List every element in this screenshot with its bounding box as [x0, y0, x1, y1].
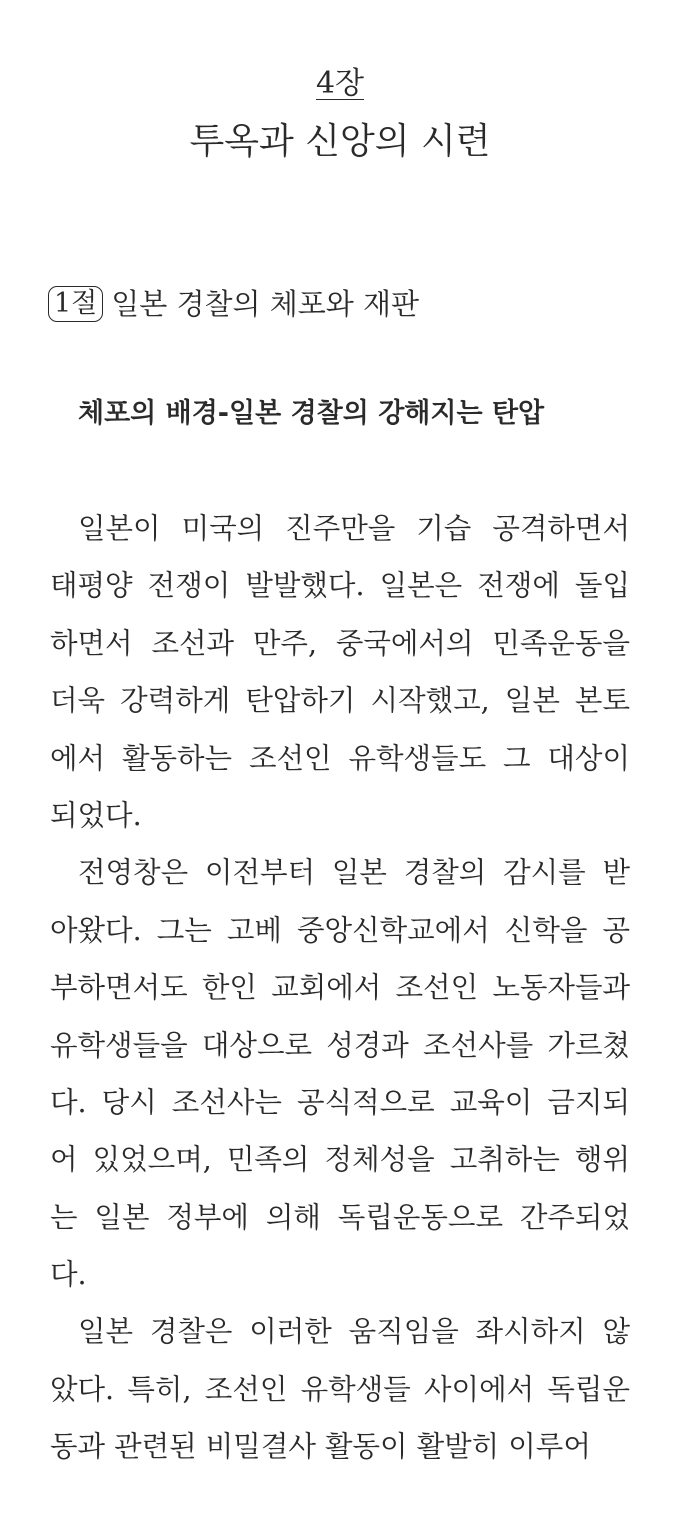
paragraph-line: 다. 당시 조선사는 공식적으로 교육이 금지되	[50, 1085, 630, 1119]
paragraph-line: 일본이 미국의 진주만을 기습 공격하면서	[78, 512, 630, 545]
paragraph-line: 는 일본 정부에 의해 독립운동으로 간주되었	[50, 1200, 630, 1234]
chapter-title: 투옥과 신앙의 시련	[189, 121, 491, 162]
paragraph-line: 았다. 특히, 조선인 유학생들 사이에서 독립운	[50, 1372, 630, 1406]
section-number-badge: 1절	[48, 286, 103, 322]
paragraph-line: 에서 활동하는 조선인 유학생들도 그 대상이	[50, 741, 630, 775]
paragraph-line: 어 있었으며, 민족의 정체성을 고취하는 행위	[50, 1143, 630, 1177]
paragraph-line: 하면서 조선과 만주, 중국에서의 민족운동을	[50, 626, 630, 660]
chapter-number-text: 4장	[315, 66, 365, 101]
paragraph-line: 다.	[50, 1258, 87, 1292]
section-title: 일본 경찰의 체포와 재판	[111, 287, 420, 321]
body-text	[50, 500, 630, 1476]
paragraph-line: 일본 경찰은 이러한 움직임을 좌시하지 않	[78, 1315, 630, 1349]
paragraph-line: 되었다.	[50, 798, 142, 832]
chapter-number	[0, 62, 680, 106]
paragraph-line: 전영창은 이전부터 일본 경찰의 감시를 받	[78, 856, 630, 890]
paragraph-line: 더욱 강력하게 탄압하기 시작했고, 일본 본토	[50, 684, 630, 718]
paragraph-line: 유학생들을 대상으로 성경과 조선사를 가르쳤	[50, 1028, 630, 1062]
paragraph-line: 부하면서도 한인 교회에서 조선인 노동자들과	[50, 971, 630, 1005]
subheading: 체포의 배경-일본 경찰의 강해지는 탄압	[78, 398, 545, 429]
paragraph-line: 동과 관련된 비밀결사 활동이 활발히 이루어	[50, 1430, 591, 1464]
section-heading	[48, 282, 419, 326]
paragraph-line: 아왔다. 그는 고베 중앙신학교에서 신학을 공	[50, 913, 630, 947]
paragraph-line: 태평양 전쟁이 발발했다. 일본은 전쟁에 돌입	[50, 569, 630, 603]
